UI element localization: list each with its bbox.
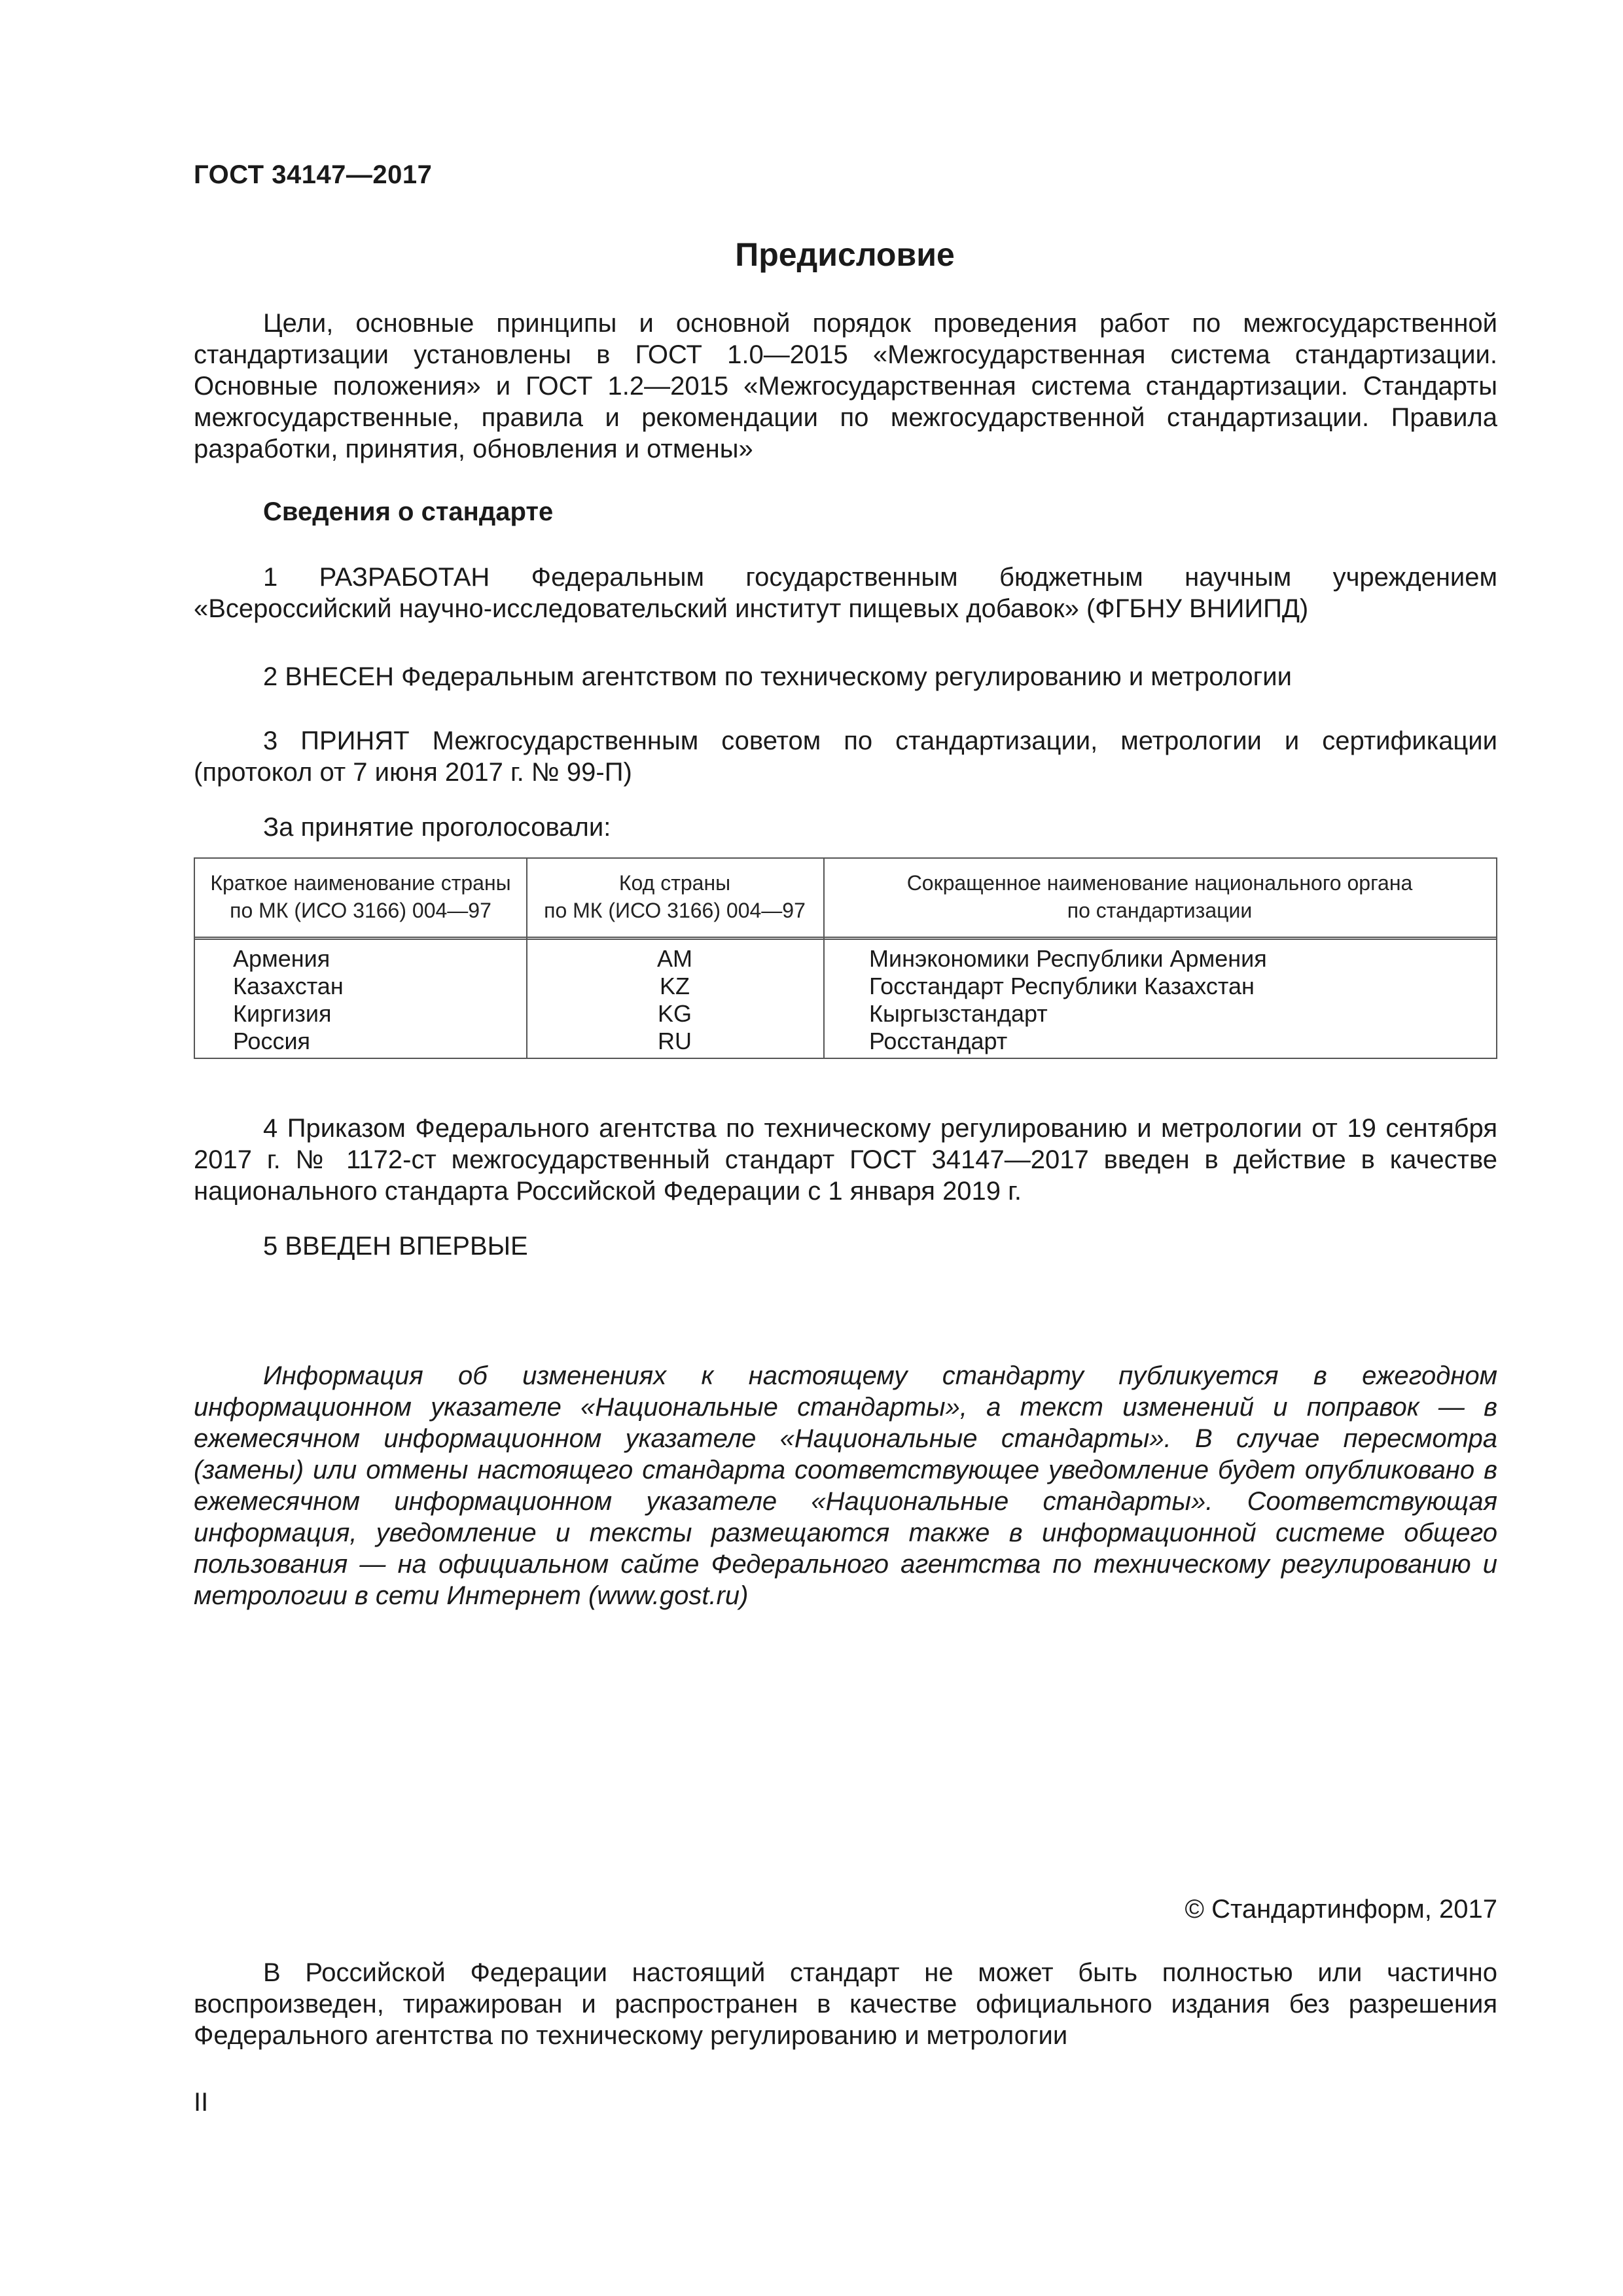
standard-code-header: ГОСТ 34147—2017 [194, 160, 433, 189]
page-title: Предисловие [735, 236, 955, 273]
header-body-line1: Сокращенное наименование национального органа [906, 871, 1413, 895]
header-code-line2: по МК (ИСО 3166) 004—97 [544, 899, 806, 922]
cell-country: Киргизия [233, 1000, 332, 1027]
cell-body: Росстандарт [869, 1028, 1008, 1054]
item-order [194, 1113, 1497, 1207]
header-body-line2: по стандартизации [1067, 899, 1253, 922]
reproduction-notice-text: В Российской Федерации настоящий стандарт не может быть полностью или частично воспроизведен, тиражирован и распространен в качестве официального издания без разрешения Федерального агентства по техническому регулированию и метрологии [194, 1958, 1497, 2050]
change-notice [194, 1360, 1497, 1611]
cell-body: Госстандарт Республики Казахстан [869, 973, 1255, 999]
table-row [195, 1000, 1496, 1028]
item-order-text: 4 Приказом Федерального агентства по техническому регулированию и метрологии от 19 сентября 2017 г. № 1172-ст межгосударственный стандарт ГОСТ 34147—2017 введен в действие в качестве национального стандарта Российской Федерации с 1 января 2019 г. [194, 1114, 1497, 1206]
header-country [195, 869, 526, 924]
change-notice-text: Информация об изменениях к настоящему стандарту публикуется в ежегодном информационном указателе «Национальные стандарты», а текст изменений и поправок — в ежемесячном информационном указателе «Национальные стандарты». В случае пересмотра (замены) или отмены настоящего стандарта соответствующее уведомление будет опубликовано в ежемесячном информационном указателе «Национальные стандарты». Соответствующая информация, уведомление и тексты размещаются также в информационной системе общего пользования — на официальном сайте Федерального агентства по техническому регулированию и метрологии в сети Интернет (www.gost.ru) [194, 1361, 1497, 1610]
cell-body: Кыргызстандарт [869, 1000, 1048, 1027]
intro-text: Цели, основные принципы и основной порядок проведения работ по межгосударственной стандартизации установлены в ГОСТ 1.0—2015 «Межгосударственная система стандартизации. Основные положения» и ГОСТ 1.2—2015 «Межгосударственная система стандартизации. Стандарты межгосударственные, правила и рекомендации по межгосударственной стандартизации. Правила разработки, принятия, обновления и отмены» [194, 309, 1497, 463]
item-developed-text: 1 РАЗРАБОТАН Федеральным государственным бюджетным научным учреждением «Всероссийский научно-исследовательский институт пищевых добавок» (ФГБНУ ВНИИПД) [194, 563, 1497, 623]
cell-body: Минэкономики Республики Армения [869, 945, 1267, 972]
header-body [823, 869, 1496, 924]
cell-country: Россия [233, 1028, 311, 1054]
cell-code: KZ [659, 973, 690, 999]
item-submitted: 2 ВНЕСЕН Федеральным агентством по техническому регулированию и метрологии [263, 662, 1292, 691]
header-country-line1: Краткое наименование страны [210, 871, 511, 895]
copyright-line: © Стандартинформ, 2017 [1185, 1895, 1497, 1924]
cell-code: AM [657, 945, 692, 972]
vote-table-body [195, 945, 1496, 1055]
item-adopted [194, 725, 1497, 788]
reproduction-notice [194, 1957, 1497, 2051]
page-number: II [194, 2088, 209, 2117]
cell-code: KG [657, 1000, 692, 1027]
info-heading: Сведения о стандарте [263, 497, 554, 526]
item-first: 5 ВВЕДЕН ВПЕРВЫЕ [263, 1232, 528, 1261]
cell-country: Армения [233, 945, 330, 972]
header-code-line1: Код страны [618, 871, 731, 895]
table-row [195, 1028, 1496, 1055]
cell-code: RU [658, 1028, 692, 1054]
header-country-line2: по МК (ИСО 3166) 004—97 [230, 899, 491, 922]
vote-table [194, 857, 1497, 1059]
header-code [526, 869, 823, 924]
cell-country: Казахстан [233, 973, 344, 999]
item-adopted-text: 3 ПРИНЯТ Межгосударственным советом по стандартизации, метрологии и сертификации (протокол от 7 июня 2017 г. № 99-П) [194, 726, 1497, 787]
item-developed [194, 562, 1497, 624]
table-row [195, 973, 1496, 1000]
table-row [195, 945, 1496, 973]
voted-label: За принятие проголосовали: [263, 813, 611, 842]
intro-paragraph [194, 308, 1497, 465]
